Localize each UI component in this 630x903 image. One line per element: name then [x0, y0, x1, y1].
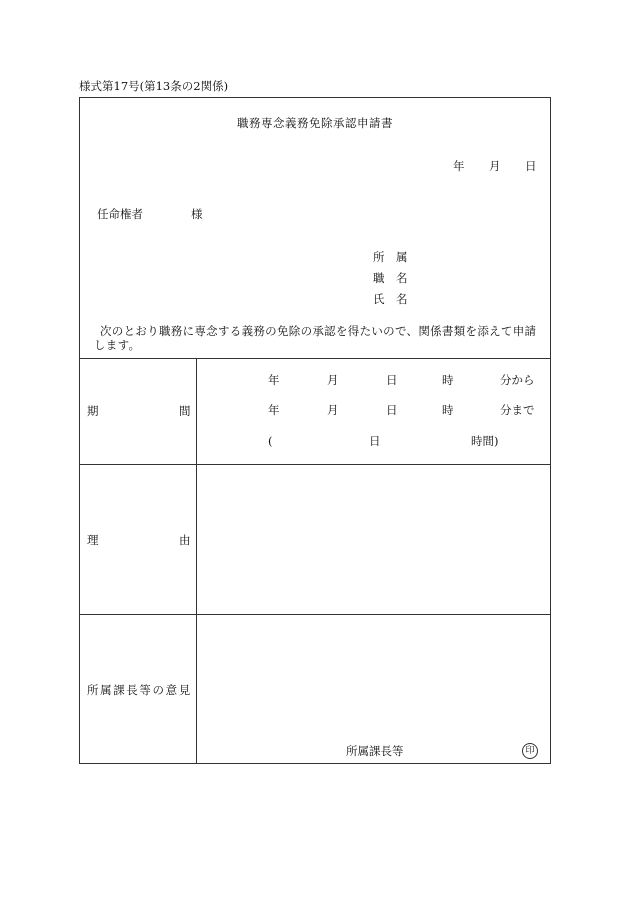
form-title: 職務専念義務免除承認申請書 — [237, 116, 393, 130]
form-number: 様式第17号(第13条の2関係) — [79, 79, 229, 93]
addressee-honorific: 様 — [191, 207, 203, 221]
date-month: 月 — [489, 159, 501, 173]
application-form — [79, 97, 551, 764]
from-day: 日 — [386, 373, 398, 387]
period-label-1: 期 — [87, 404, 99, 418]
addressee-role: 任命権者 — [97, 207, 143, 221]
reason-label-2: 由 — [179, 533, 191, 547]
from-minute: 分から — [500, 373, 535, 387]
total-days: 日 — [369, 434, 381, 448]
from-year: 年 — [268, 373, 280, 387]
position-label-1: 職 — [373, 271, 385, 285]
date-day: 日 — [525, 159, 537, 173]
position-label-2: 名 — [396, 271, 408, 285]
reason-label-1: 理 — [87, 533, 99, 547]
to-hour: 時 — [442, 403, 454, 417]
to-year: 年 — [268, 403, 280, 417]
period-label-2: 間 — [179, 404, 191, 418]
divider-period-top — [80, 358, 550, 359]
from-hour: 時 — [442, 373, 454, 387]
total-hours: 時間) — [471, 434, 499, 448]
to-month: 月 — [327, 403, 339, 417]
opinion-label: 所属課長等の意見 — [87, 683, 192, 697]
seal-icon: 印 — [522, 743, 538, 759]
label-column-divider — [196, 358, 197, 763]
total-open-paren: ( — [268, 434, 273, 448]
request-text: 次のとおり職務に専念する義務の免除の承認を得たいので、関係書類を添えて申請します。 — [94, 324, 537, 352]
divider-opinion-top — [80, 614, 550, 615]
divider-reason-top — [80, 464, 550, 465]
date-year: 年 — [453, 159, 465, 173]
affiliation-label-1: 所 — [373, 250, 385, 264]
from-month: 月 — [327, 373, 339, 387]
name-label-1: 氏 — [373, 292, 385, 306]
to-day: 日 — [386, 403, 398, 417]
opinion-signer: 所属課長等 — [346, 744, 404, 758]
name-label-2: 名 — [396, 292, 408, 306]
affiliation-label-2: 属 — [396, 250, 408, 264]
to-minute: 分まで — [500, 403, 535, 417]
